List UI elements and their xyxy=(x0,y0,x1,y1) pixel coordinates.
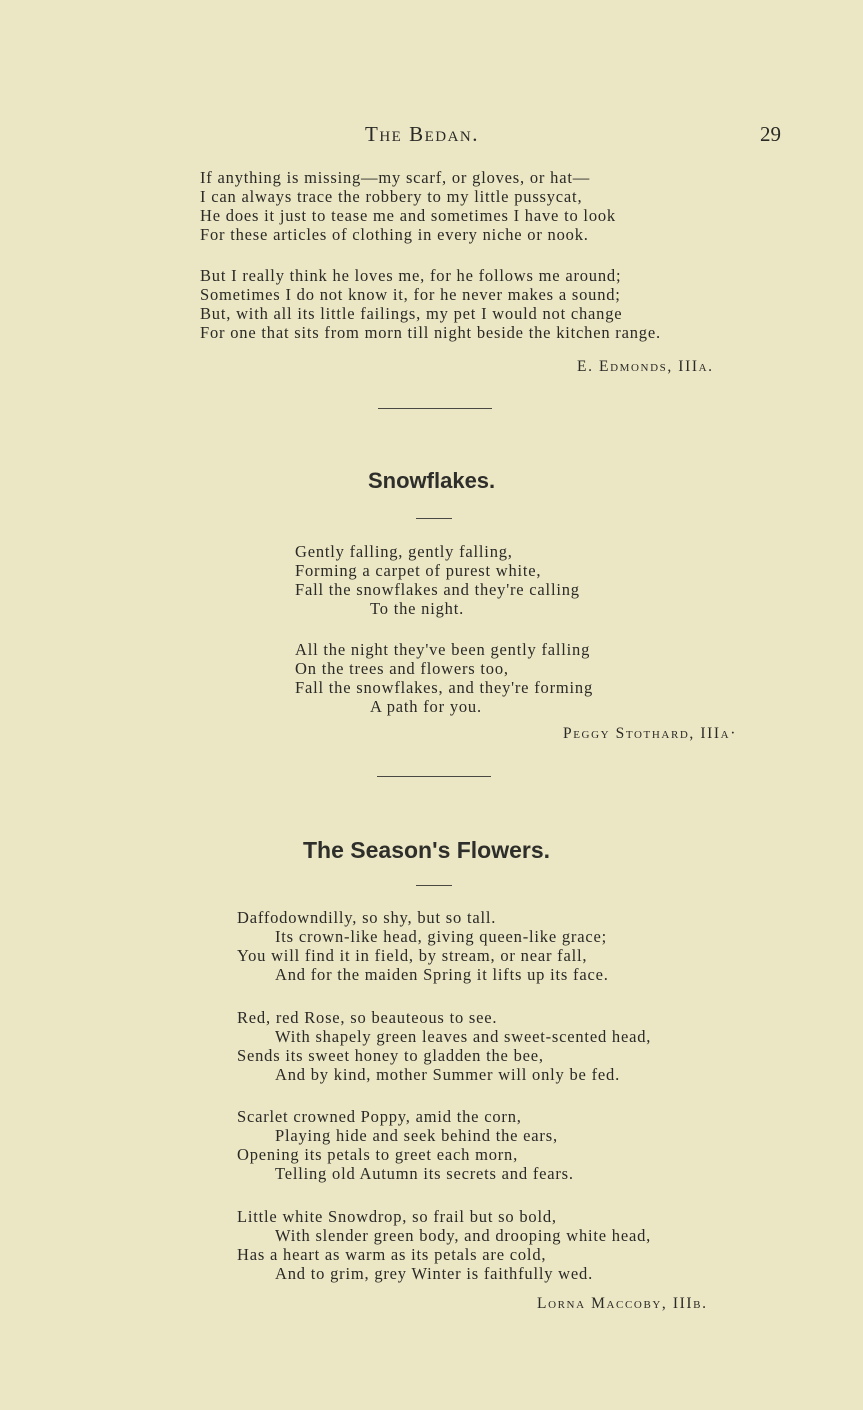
poem-line: With slender green body, and drooping white head, xyxy=(275,1226,652,1245)
poem-line: He does it just to tease me and sometimes I have to look xyxy=(200,206,616,225)
running-head: The Bedan. xyxy=(365,122,479,146)
poem-line: Fall the snowflakes, and they're forming xyxy=(295,678,593,697)
poem-title: The Season's Flowers. xyxy=(303,837,551,863)
poem-line: Daffodowndilly, so shy, but so tall. xyxy=(237,908,497,927)
section-divider xyxy=(377,776,491,777)
poem-line: Scarlet crowned Poppy, amid the corn, xyxy=(237,1107,522,1126)
poem-line: A path for you. xyxy=(370,697,482,716)
poem-line: Gently falling, gently falling, xyxy=(295,542,513,561)
title-underline xyxy=(416,518,452,519)
poem-line: On the trees and flowers too, xyxy=(295,659,509,678)
poem-author: E. Edmonds, IIIa. xyxy=(577,358,714,375)
poem-line: Sends its sweet honey to gladden the bee, xyxy=(237,1046,544,1065)
title-underline xyxy=(416,885,452,886)
poem-line: To the night. xyxy=(370,599,465,618)
page-number: 29 xyxy=(760,122,781,146)
poem-author: Peggy Stothard, IIIa· xyxy=(563,725,737,742)
poem-line: Fall the snowflakes and they're calling xyxy=(295,580,580,599)
poem-line: Forming a carpet of purest white, xyxy=(295,561,542,580)
poem-line: Sometimes I do not know it, for he never makes a sound; xyxy=(200,285,621,304)
poem-line: And to grim, grey Winter is faithfully wed. xyxy=(275,1264,594,1283)
poem-line: Telling old Autumn its secrets and fears. xyxy=(275,1164,574,1183)
poem-line: But, with all its little failings, my pet I would not change xyxy=(200,304,623,323)
poem-line: Opening its petals to greet each morn, xyxy=(237,1145,519,1164)
poem-line: For one that sits from morn till night beside the kitchen range. xyxy=(200,323,661,342)
poem-line: Its crown-like head, giving queen-like grace; xyxy=(275,927,607,946)
poem-line: Playing hide and seek behind the ears, xyxy=(275,1126,558,1145)
poem-line: And by kind, mother Summer will only be fed. xyxy=(275,1065,620,1084)
poem-line: Little white Snowdrop, so frail but so bold, xyxy=(237,1207,557,1226)
poem-line: I can always trace the robbery to my little pussycat, xyxy=(200,187,583,206)
section-divider xyxy=(378,408,492,409)
poem-title: Snowflakes. xyxy=(368,468,496,493)
poem-line: And for the maiden Spring it lifts up its face. xyxy=(275,965,609,984)
poem-line: Red, red Rose, so beauteous to see. xyxy=(237,1008,498,1027)
poem-line: With shapely green leaves and sweet-scented head, xyxy=(275,1027,652,1046)
poem-line: But I really think he loves me, for he follows me around; xyxy=(200,266,622,285)
poem-line: For these articles of clothing in every niche or nook. xyxy=(200,225,589,244)
poem-line: All the night they've been gently falling xyxy=(295,640,591,659)
poem-author: Lorna Maccoby, IIIb. xyxy=(537,1295,708,1312)
poem-line: Has a heart as warm as its petals are cold, xyxy=(237,1245,547,1264)
poem-line: You will find it in field, by stream, or near fall, xyxy=(237,946,588,965)
poem-line: If anything is missing—my scarf, or gloves, or hat— xyxy=(200,168,590,187)
